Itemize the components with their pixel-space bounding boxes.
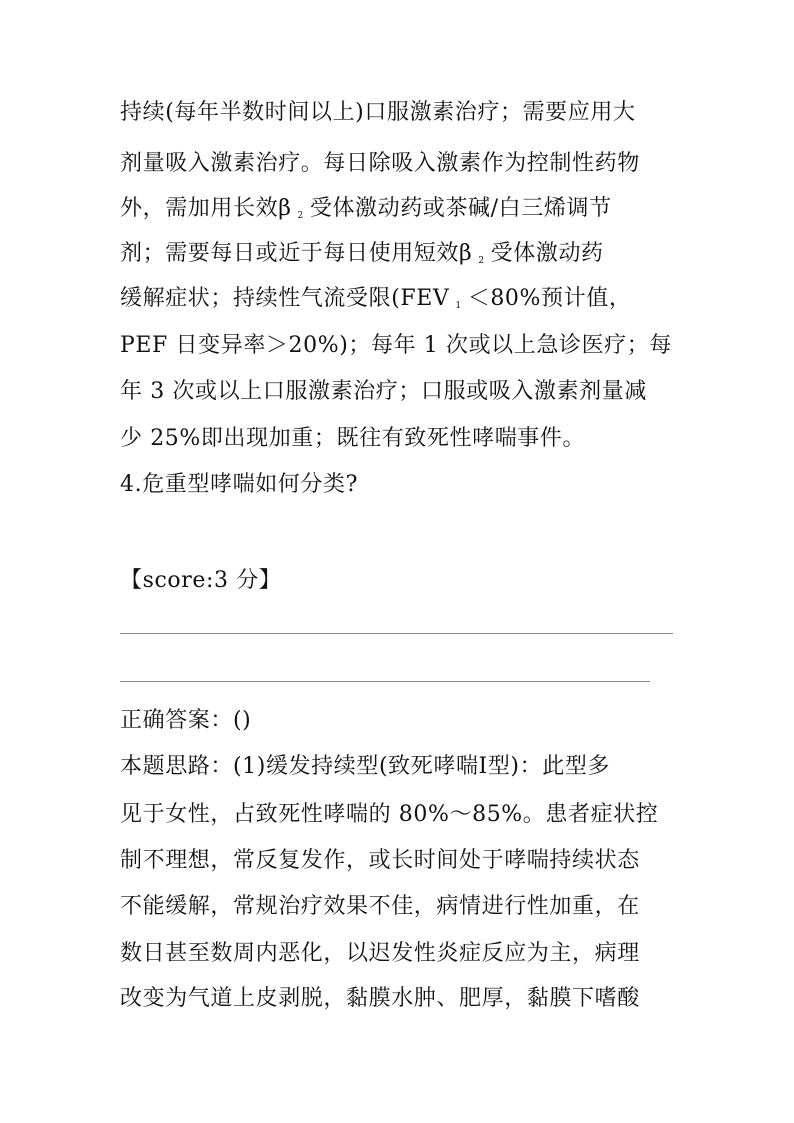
answer-blank-line xyxy=(120,681,650,682)
subscript: 1 xyxy=(455,301,462,311)
text-segment: 外，需加用长效β xyxy=(120,196,292,221)
text-segment: 受体激动药或茶碱/白三烯调节 xyxy=(309,196,612,221)
question-title: 4.危重型哮喘如何分类? xyxy=(120,472,358,497)
explanation-line: 改变为气道上皮剥脱，黏膜水肿、肥厚，黏膜下嗜酸 xyxy=(120,986,640,1011)
paragraph-line: PEF 日变异率＞20%)；每年 1 次或以上急诊医疗；每 xyxy=(120,333,672,358)
subscript: 2 xyxy=(478,256,485,266)
score-label: 【score:3 分】 xyxy=(120,568,282,593)
paragraph-line: 持续(每年半数时间以上)口服激素治疗；需要应用大 xyxy=(120,100,636,125)
text-segment: 缓解症状；持续性气流受限(FEV xyxy=(120,286,450,311)
text-segment: ＜80%预计值， xyxy=(467,286,632,311)
text-segment: 剂；需要每日或近于每日使用短效β xyxy=(120,241,473,266)
explanation-line: 制不理想，常反复发作，或长时间处于哮喘持续状态 xyxy=(120,848,640,873)
explanation-line: 不能缓解，常规治疗效果不佳，病情进行性加重，在 xyxy=(120,894,640,919)
explanation-line: 本题思路：(1)缓发持续型(致死哮喘Ⅰ型)：此型多 xyxy=(120,754,611,779)
paragraph-line xyxy=(120,284,631,321)
paragraph-line: 剂量吸入激素治疗。每日除吸入激素作为控制性药物 xyxy=(120,151,640,176)
paragraph-line: 少 25%即出现加重；既往有致死性哮喘事件。 xyxy=(120,426,586,451)
text-segment: 受体激动药 xyxy=(490,241,604,266)
correct-answer-label: 正确答案：() xyxy=(120,708,252,733)
paragraph-line xyxy=(120,194,612,231)
explanation-line: 数日甚至数周内恶化，以迟发性炎症反应为主，病理 xyxy=(120,941,640,966)
paragraph-line: 年 3 次或以上口服激素治疗；口服或吸入激素剂量减 xyxy=(120,379,647,404)
answer-blank-line xyxy=(120,633,673,634)
subscript: 2 xyxy=(297,211,304,221)
explanation-line: 见于女性，占致死性哮喘的 80%～85%。患者症状控 xyxy=(120,802,659,827)
paragraph-line xyxy=(120,239,604,276)
